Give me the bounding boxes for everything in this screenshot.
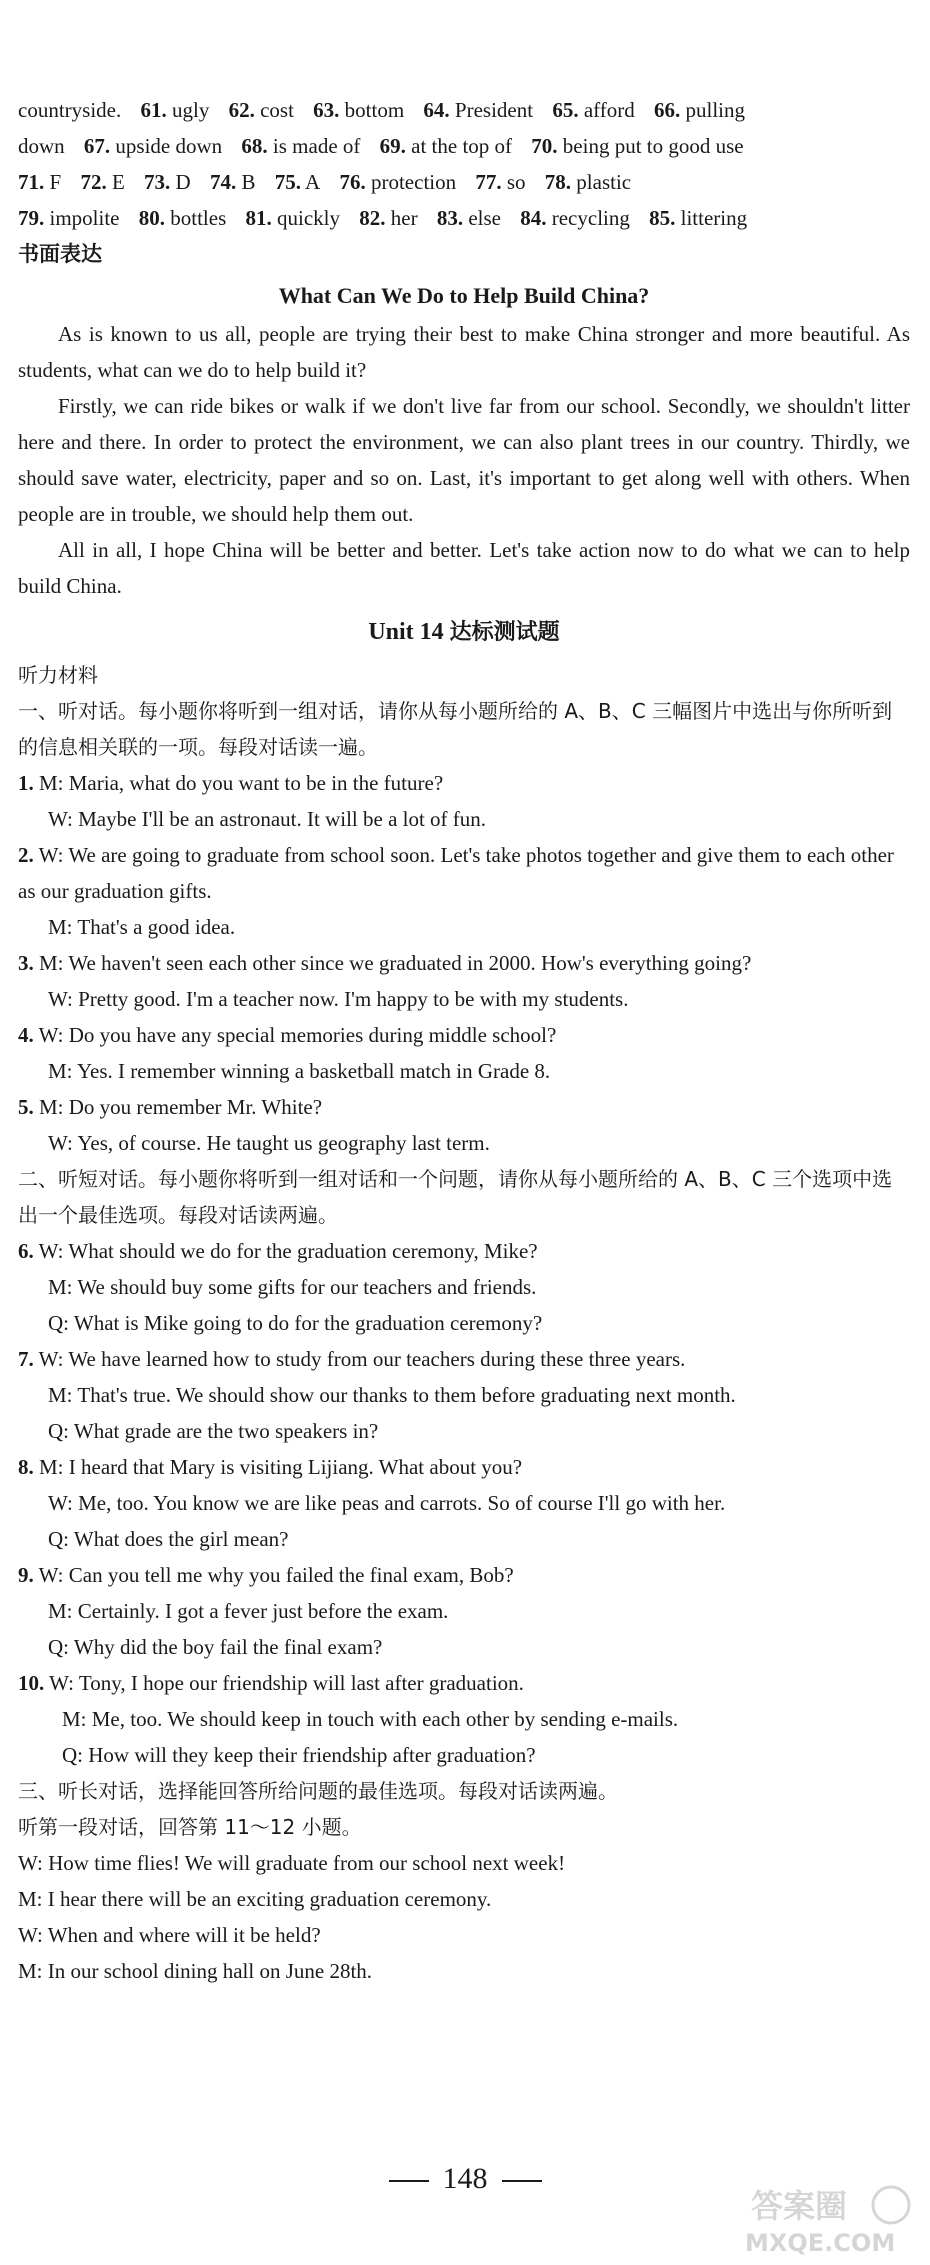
dialogue-line: W: Do you have any special memories during middle school? <box>38 1023 557 1047</box>
answer-text: afford <box>583 98 635 122</box>
writing-heading: 书面表达 <box>18 242 102 266</box>
answer-text: plastic <box>576 170 632 194</box>
question-number: 4. <box>18 1023 34 1047</box>
answer-text: impolite <box>49 206 120 230</box>
answer-text: ugly <box>171 98 210 122</box>
listening-materials-label: 听力材料 <box>18 663 98 687</box>
essay-title: What Can We Do to Help Build China? <box>278 283 650 308</box>
answer-page <box>18 92 910 1989</box>
question-line: Q: What grade are the two speakers in? <box>48 1419 379 1443</box>
answer-text: D <box>175 170 191 194</box>
answer-text: being put to good use <box>562 134 744 158</box>
dialogue-line: W: We are going to graduate from school soon. Let's take photos together and give them to each other as our graduation gifts. <box>18 843 894 903</box>
dialogue-line: W: What should we do for the graduation ceremony, Mike? <box>38 1239 538 1263</box>
dialogue-line: M: Certainly. I got a fever just before the exam. <box>48 1599 449 1623</box>
answer-text: countryside. <box>18 98 122 122</box>
question-number: 8. <box>18 1455 34 1479</box>
answer-text: bottom <box>344 98 405 122</box>
question-line: Q: How will they keep their friendship after graduation? <box>62 1743 536 1767</box>
answer-text: is made of <box>272 134 361 158</box>
part1-items <box>18 765 910 1161</box>
dialogue-item <box>18 1449 910 1485</box>
answer-line-3 <box>18 164 910 200</box>
part3-subinstruction: 听第一段对话，回答第 11～12 小题。 <box>18 1815 362 1839</box>
answer-text: littering <box>680 206 748 230</box>
dialogue-line: W: We have learned how to study from our teachers during these three years. <box>38 1347 686 1371</box>
dialogue-line: M: I hear there will be an exciting graduation ceremony. <box>18 1887 492 1911</box>
answer-text: F <box>49 170 62 194</box>
answer-number: 71. <box>18 170 45 194</box>
dialogue-line: M: Maria, what do you want to be in the future? <box>39 771 444 795</box>
dialogue-line: M: We should buy some gifts for our teachers and friends. <box>48 1275 537 1299</box>
answer-line-4 <box>18 200 910 236</box>
dialogue-line: M: That's a good idea. <box>48 915 236 939</box>
dialogue-item <box>18 1665 910 1701</box>
question-line: Q: Why did the boy fail the final exam? <box>48 1635 383 1659</box>
question-number: 2. <box>18 843 34 867</box>
question-number: 1. <box>18 771 34 795</box>
essay-paragraph: All in all, I hope China will be better and better. Let's take action now to do what we can to help build China. <box>18 538 910 598</box>
answer-text: down <box>18 134 65 158</box>
essay-paragraph: Firstly, we can ride bikes or walk if we don't live far from our school. Secondly, we shouldn't litter here and there. In order to protect the environment, we can also plant trees in our country. Thirdly, we should save water, electricity, paper and so on. Last, it's important to get along well with others. When people are in trouble, we should help them out. <box>18 394 910 526</box>
answer-text: President <box>454 98 534 122</box>
question-number: 5. <box>18 1095 34 1119</box>
answer-text: quickly <box>277 206 340 230</box>
dash-right <box>502 2180 542 2182</box>
question-line: Q: What is Mike going to do for the graduation ceremony? <box>48 1311 543 1335</box>
answer-number: 85. <box>649 206 676 230</box>
dash-left <box>389 2180 429 2182</box>
answer-number: 75. <box>274 170 301 194</box>
answer-number: 80. <box>138 206 165 230</box>
dialogue-line: M: In our school dining hall on June 28th. <box>18 1959 373 1983</box>
answer-number: 81. <box>245 206 272 230</box>
dialogue-item <box>18 1233 910 1269</box>
answer-number: 82. <box>359 206 386 230</box>
answer-number: 67. <box>83 134 111 158</box>
dialogue-line: W: Can you tell me why you failed the final exam, Bob? <box>38 1563 514 1587</box>
answer-number: 64. <box>423 98 450 122</box>
answer-number: 73. <box>144 170 171 194</box>
dialogue-item <box>18 1017 910 1053</box>
part1-instruction: 一、听对话。每小题你将听到一组对话，请你从每小题所给的 A、B、C 三幅图片中选出与你所听到的信息相关联的一项。每段对话读一遍。 <box>18 699 893 759</box>
answer-number: 78. <box>544 170 572 194</box>
part3-instruction: 三、听长对话，选择能回答所给问题的最佳选项。每段对话读两遍。 <box>18 1779 618 1803</box>
answer-text: protection <box>370 170 457 194</box>
question-number: 3. <box>18 951 34 975</box>
answer-number: 77. <box>475 170 502 194</box>
answer-number: 69. <box>379 134 406 158</box>
answer-text: upside down <box>115 134 223 158</box>
unit-title-cn: 达标测试题 <box>449 620 560 645</box>
dialogue-line: W: Yes, of course. He taught us geography last term. <box>48 1131 490 1155</box>
dialogue-item <box>18 1557 910 1593</box>
answer-number: 66. <box>654 98 681 122</box>
answer-text: pulling <box>685 98 746 122</box>
dialogue-line: M: That's true. We should show our thanks to them before graduating next month. <box>48 1383 736 1407</box>
answer-number: 62. <box>228 98 255 122</box>
dialogue-item <box>18 945 910 981</box>
dialogue-line: W: Pretty good. I'm a teacher now. I'm happy to be with my students. <box>48 987 629 1011</box>
answer-text: else <box>468 206 501 230</box>
question-number: 10. <box>18 1671 45 1695</box>
dialogue-line: W: Me, too. You know we are like peas and carrots. So of course I'll go with her. <box>48 1491 726 1515</box>
answer-line-1 <box>18 92 910 128</box>
svg-text:答案圈: 答案圈 <box>751 2187 848 2225</box>
answer-number: 84. <box>520 206 547 230</box>
essay-paragraph: As is known to us all, people are trying their best to make China stronger and more beautiful. As students, what can we do to help build it? <box>18 322 910 382</box>
answer-number: 65. <box>552 98 579 122</box>
part2-items <box>18 1233 910 1773</box>
dialogue-item <box>18 1089 910 1125</box>
answer-text: recycling <box>551 206 630 230</box>
answer-text: E <box>111 170 125 194</box>
dialogue-line: M: We haven't seen each other since we graduated in 2000. How's everything going? <box>39 951 752 975</box>
answer-text: so <box>506 170 526 194</box>
answer-number: 63. <box>313 98 340 122</box>
answer-text: A <box>305 170 321 194</box>
dialogue-line: M: Do you remember Mr. White? <box>39 1095 323 1119</box>
question-number: 9. <box>18 1563 34 1587</box>
answer-text: cost <box>260 98 294 122</box>
answer-text: B <box>241 170 256 194</box>
answer-number: 61. <box>140 98 167 122</box>
answer-number: 79. <box>18 206 45 230</box>
dialogue-line: M: Yes. I remember winning a basketball match in Grade 8. <box>48 1059 551 1083</box>
answer-number: 83. <box>436 206 464 230</box>
dialogue-line: W: Maybe I'll be an astronaut. It will be a lot of fun. <box>48 807 487 831</box>
dialogue-line: W: How time flies! We will graduate from our school next week! <box>18 1851 566 1875</box>
answer-text: bottles <box>170 206 227 230</box>
dialogue-item <box>18 765 910 801</box>
dialogue-line: W: When and where will it be held? <box>18 1923 321 1947</box>
answer-number: 72. <box>80 170 107 194</box>
question-line: Q: What does the girl mean? <box>48 1527 289 1551</box>
dialogue-line: W: Tony, I hope our friendship will last after graduation. <box>49 1671 524 1695</box>
part2-instruction: 二、听短对话。每小题你将听到一组对话和一个问题，请你从每小题所给的 A、B、C 三个选项中选出一个最佳选项。每段对话读两遍。 <box>18 1167 893 1227</box>
answer-text: her <box>390 206 418 230</box>
dialogue-line: M: I heard that Mary is visiting Lijiang. What about you? <box>39 1455 523 1479</box>
dialogue-item <box>18 837 910 909</box>
unit-title <box>18 608 910 657</box>
page-number-text: 148 <box>442 2162 488 2195</box>
dialogue-item <box>18 1341 910 1377</box>
answer-number: 76. <box>339 170 366 194</box>
watermark-icon <box>741 2177 916 2257</box>
dialogue-line: M: Me, too. We should keep in touch with each other by sending e-mails. <box>62 1707 679 1731</box>
answer-number: 70. <box>531 134 558 158</box>
svg-text:MXQE.COM: MXQE.COM <box>745 2229 896 2257</box>
answer-text: at the top of <box>411 134 513 158</box>
question-number: 7. <box>18 1347 34 1371</box>
question-number: 6. <box>18 1239 34 1263</box>
unit-title-en: Unit 14 <box>368 619 444 645</box>
answer-number: 68. <box>241 134 268 158</box>
watermark-logo <box>741 2177 916 2257</box>
answer-line-2 <box>18 128 910 164</box>
answer-number: 74. <box>209 170 237 194</box>
